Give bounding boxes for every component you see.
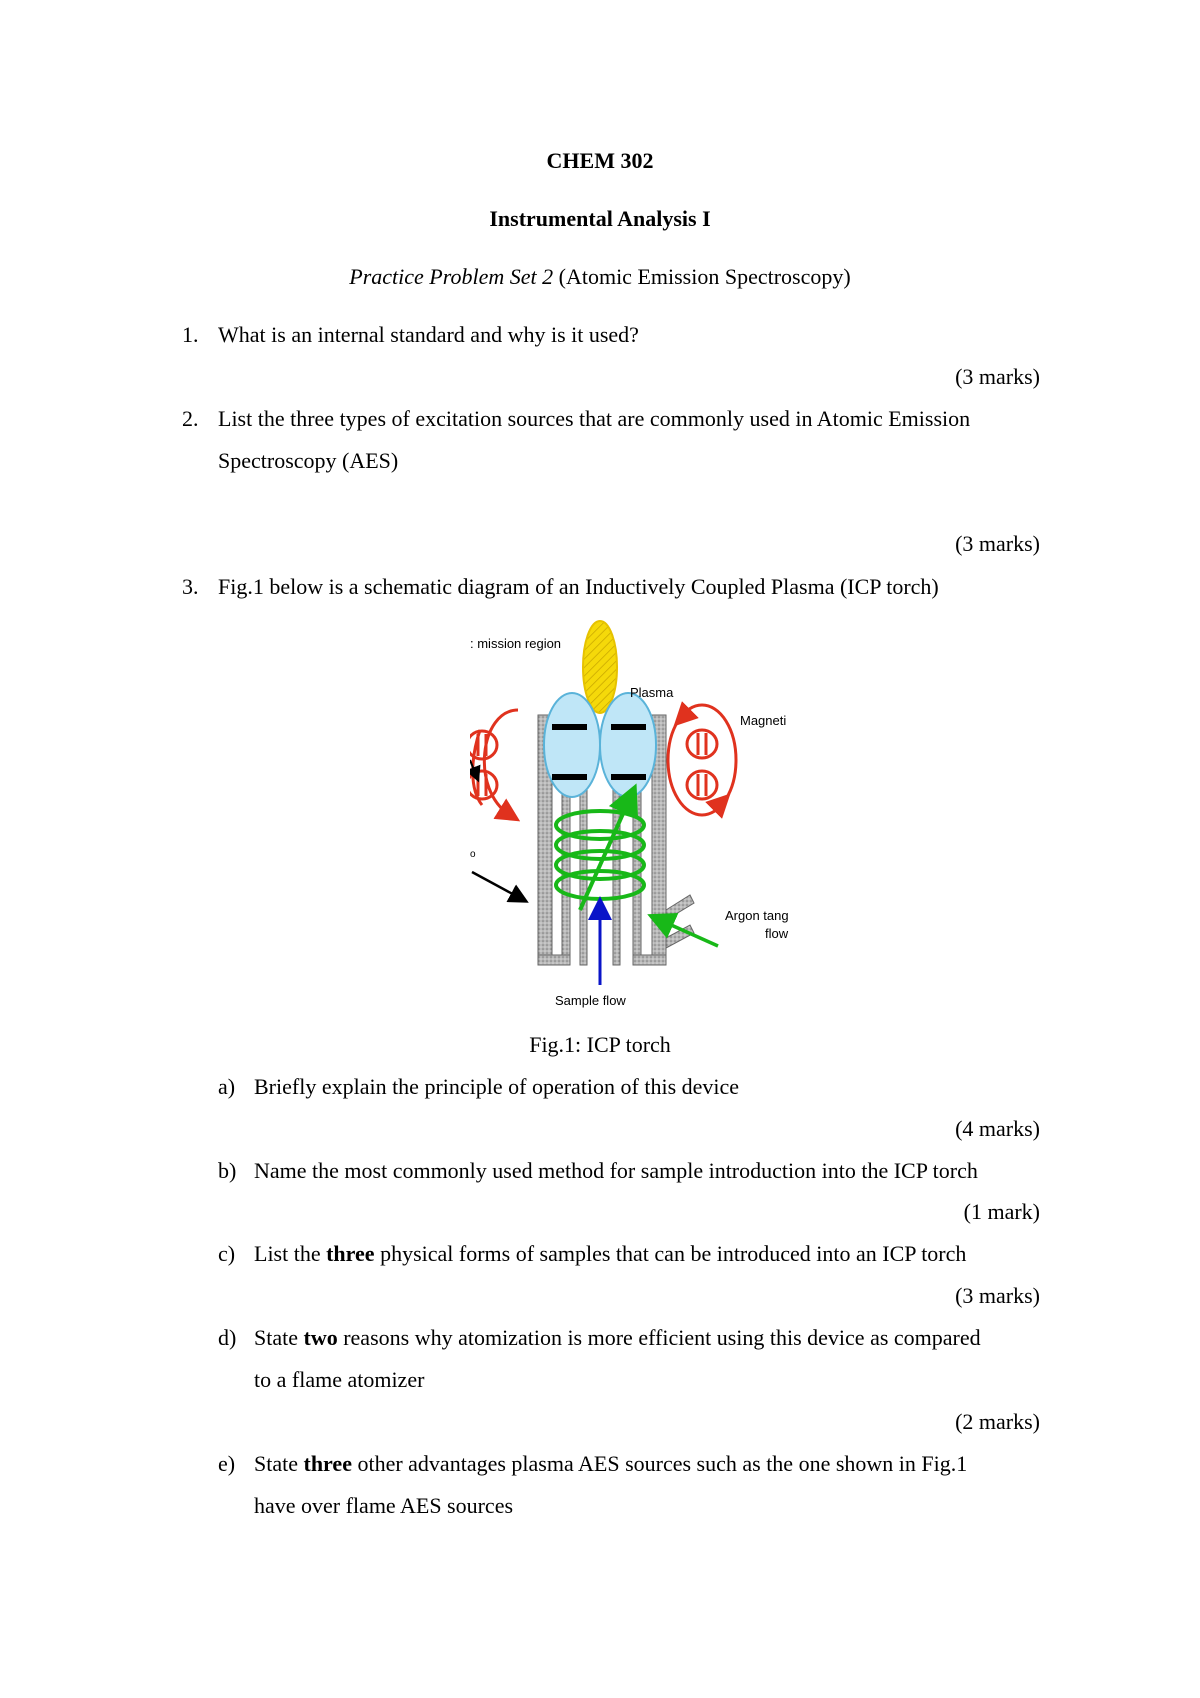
subquestion-e-line2: have over flame AES sources: [254, 1493, 514, 1518]
question-3-number: 3.: [182, 574, 199, 599]
subquestion-d-letter: d): [218, 1325, 237, 1350]
question-2-text-line2: Spectroscopy (AES): [218, 448, 399, 473]
left-arrow-long: [472, 872, 520, 898]
label-plasma: Plasma: [630, 685, 674, 700]
problem-set-topic: (Atomic Emission Spectroscopy): [558, 264, 851, 289]
label-argon-line1: Argon tang: [725, 908, 789, 923]
subquestion-e-letter: e): [218, 1451, 236, 1476]
plasma-bar-3: [552, 774, 587, 780]
subquestion-d-part-bold: two: [303, 1325, 338, 1350]
subquestion-e-part-1: State: [254, 1451, 304, 1476]
subquestion-c-part-bold: three: [326, 1241, 375, 1266]
subquestion-a-letter: a): [218, 1074, 236, 1099]
question-3-text: Fig.1 below is a schematic diagram of an Inductively Coupled Plasma (ICP torch): [218, 574, 939, 599]
subquestion-d-marks: (2 marks): [955, 1409, 1040, 1434]
subquestion-d-text: [254, 1327, 981, 1349]
problem-set-name: Practice Problem Set 2: [349, 264, 554, 289]
subquestion-e-part-bold: three: [303, 1451, 352, 1476]
label-left-mark: o: [470, 849, 476, 860]
plasma-bar-2: [611, 724, 646, 730]
plasma-bar-1: [552, 724, 587, 730]
magnetic-field-left: [470, 710, 518, 815]
subquestion-b-part: Name the most commonly used method for sample introduction into the ICP torch: [254, 1158, 978, 1183]
plasma-lobe-left: [544, 693, 600, 797]
subquestion-c-text: [254, 1243, 966, 1265]
course-title: Instrumental Analysis I: [489, 206, 711, 231]
subquestion-a-text: [254, 1076, 739, 1098]
question-1-text: What is an internal standard and why is it used?: [218, 322, 639, 347]
subquestion-e-part-2: other advantages plasma AES sources such as the one shown in Fig.1: [351, 1451, 968, 1476]
subquestion-d-line2: to a flame atomizer: [254, 1367, 425, 1392]
plasma-bar-4: [611, 774, 646, 780]
course-code: CHEM 302: [546, 148, 654, 173]
subquestion-d-part-2: reasons why atomization is more efficient using this device as compared: [337, 1325, 981, 1350]
plasma-lobe-right: [600, 693, 656, 797]
bottom-left: [538, 955, 570, 965]
icp-torch-figure: [470, 620, 810, 1015]
problem-set-title: [0, 266, 1200, 288]
subquestion-b-letter: b): [218, 1158, 237, 1183]
question-2-number: 2.: [182, 406, 199, 431]
label-sample-flow: Sample flow: [555, 993, 626, 1008]
question-1-number: 1.: [182, 322, 199, 347]
label-emission-region: : mission region: [470, 636, 562, 651]
subquestion-b-text: [254, 1160, 978, 1182]
subquestion-b-marks: (1 mark): [963, 1199, 1040, 1224]
argon-inlet-upper: [666, 895, 694, 920]
label-argon-line2: flow: [765, 926, 789, 941]
magnetic-field-right: [668, 705, 736, 815]
question-2-text-line1: List the three types of excitation sources that are commonly used in Atomic Emission: [218, 406, 971, 431]
bottom-right: [633, 955, 666, 965]
subquestion-c-marks: (3 marks): [955, 1283, 1040, 1308]
subquestion-a-part: Briefly explain the principle of operation of this device: [254, 1074, 740, 1099]
subquestion-a-marks: (4 marks): [955, 1116, 1040, 1141]
subquestion-c-part-1: List the: [254, 1241, 327, 1266]
figure-caption: Fig.1: ICP torch: [529, 1032, 671, 1057]
subquestion-c-letter: c): [218, 1241, 236, 1266]
subquestion-c-part-2: physical forms of samples that can be introduced into an ICP torch: [374, 1241, 967, 1266]
label-magnetic: Magneti: [740, 713, 787, 728]
emission-region: [583, 621, 617, 713]
induction-coil: [556, 798, 644, 910]
icp-torch-diagram: [470, 620, 810, 1015]
subquestion-d-part-1: State: [254, 1325, 304, 1350]
question-2-marks: (3 marks): [955, 531, 1040, 556]
question-1-marks: (3 marks): [955, 364, 1040, 389]
subquestion-e-text: [254, 1453, 967, 1475]
